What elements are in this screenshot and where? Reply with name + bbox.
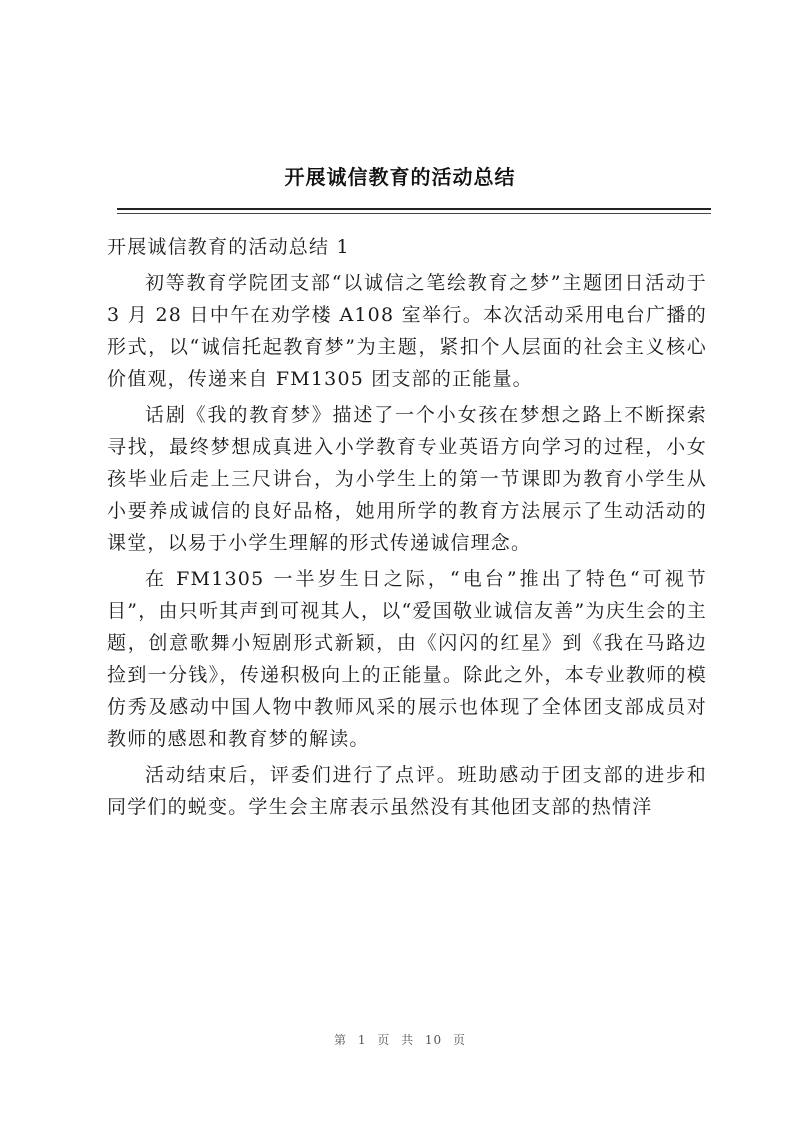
paragraph-4: 活动结束后，评委们进行了点评。班助感动于团支部的进步和同学们的蜕变。学生会主席表示虽然没有其他团支部的热情洋 (107, 764, 707, 818)
title-divider-thin (117, 213, 711, 214)
paragraph-1: 初等教育学院团支部“以诚信之笔绘教育之梦”主题团日活动于 3 月 28 日中午在劝学楼 A108 室举行。本次活动采用电台广播的形式，以“诚信托起教育梦”为主题，紧扣个人层面的社会主义核心价值观，传递来自 FM1305 团支部的正能量。 (107, 272, 707, 390)
document-body (107, 231, 707, 827)
page-footer: 第 1 页 共 10 页 (334, 1033, 466, 1047)
document-title: 开展诚信教育的活动总结 (284, 165, 516, 189)
paragraph-3: 在 FM1305 一半岁生日之际，“电台”推出了特色“可视节目”，由只听其声到可视其人，以“爱国敬业诚信友善”为庆生会的主题，创意歌舞小短剧形式新颖，由《闪闪的红星》到《我在马路边捡到一分钱》，传递积极向上的正能量。除此之外，本专业教师的模仿秀及感动中国人物中教师风采的展示也体现了全体团支部成员对教师的感恩和教育梦的解读。 (107, 568, 707, 750)
paragraph-2: 话剧《我的教育梦》描述了一个小女孩在梦想之路上不断探索寻找，最终梦想成真进入小学教育专业英语方向学习的过程，小女孩毕业后走上三尺讲台，为小学生上的第一节课即为教育小学生从小要养成诚信的良好品格，她用所学的教育方法展示了生动活动的课堂，以易于小学生理解的形式传递诚信理念。 (107, 404, 707, 554)
title-divider-thick (117, 208, 711, 210)
section-heading: 开展诚信教育的活动总结 1 (107, 236, 350, 258)
